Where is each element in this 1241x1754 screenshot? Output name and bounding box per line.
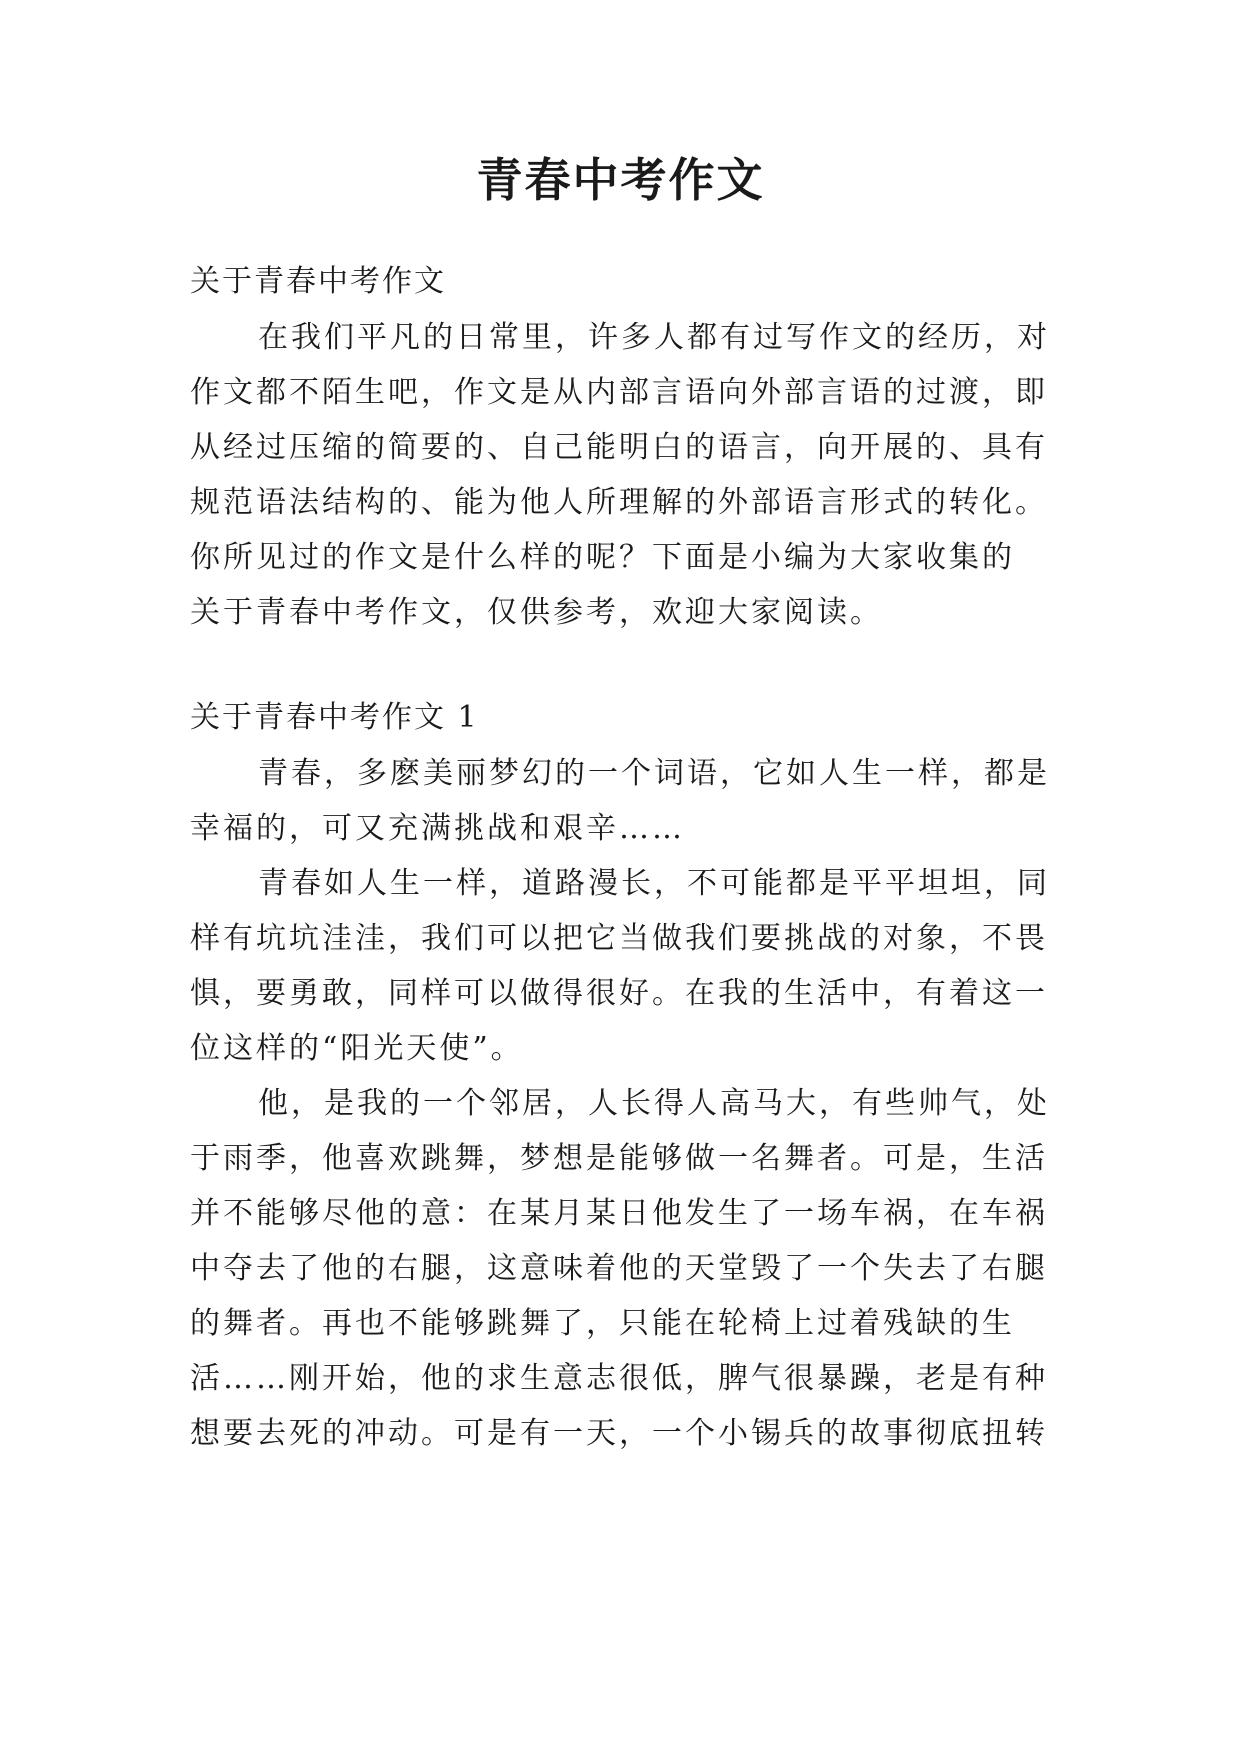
section-heading: 关于青春中考作文 1 <box>190 700 479 735</box>
intro-line: 作文都不陌生吧，作文是从内部言语向外部言语的过渡，即 <box>190 375 1048 410</box>
paragraph-line: 样有坑坑洼洼，我们可以把它当做我们要挑战的对象，不畏 <box>190 921 1048 956</box>
intro-line: 你所见过的作文是什么样的呢？下面是小编为大家收集的 <box>190 540 1015 575</box>
paragraph-line: 想要去死的冲动。可是有一天，一个小锡兵的故事彻底扭转 <box>190 1416 1048 1451</box>
intro-line: 关于青春中考作文，仅供参考，欢迎大家阅读。 <box>190 595 883 630</box>
paragraph-line: 位这样的“阳光天使”。 <box>190 1031 524 1066</box>
paragraph-line: 幸福的，可又充满挑战和艰辛…… <box>190 811 685 846</box>
paragraph-line: 惧，要勇敢，同样可以做得很好。在我的生活中，有着这一 <box>190 976 1048 1011</box>
paragraph-line: 青春，多麽美丽梦幻的一个词语，它如人生一样，都是 <box>258 756 1050 791</box>
paragraph-line: 青春如人生一样，道路漫长，不可能都是平平坦坦，同 <box>258 866 1050 901</box>
intro-line: 从经过压缩的简要的、自己能明白的语言，向开展的、具有 <box>190 430 1048 465</box>
intro-line: 在我们平凡的日常里，许多人都有过写作文的经历，对 <box>258 320 1050 355</box>
paragraph-line: 他，是我的一个邻居，人长得人高马大，有些帅气，处 <box>258 1086 1050 1121</box>
paragraph-line: 活……刚开始，他的求生意志很低，脾气很暴躁，老是有种 <box>190 1361 1048 1396</box>
document-title: 青春中考作文 <box>476 153 765 207</box>
paragraph-line: 的舞者。再也不能够跳舞了，只能在轮椅上过着残缺的生 <box>190 1306 1015 1341</box>
intro-heading: 关于青春中考作文 <box>190 264 446 299</box>
paragraph-line: 并不能够尽他的意：在某月某日他发生了一场车祸，在车祸 <box>190 1196 1048 1231</box>
paragraph-line: 中夺去了他的右腿，这意味着他的天堂毁了一个失去了右腿 <box>190 1251 1048 1286</box>
paragraph-line: 于雨季，他喜欢跳舞，梦想是能够做一名舞者。可是，生活 <box>190 1141 1048 1176</box>
intro-line: 规范语法结构的、能为他人所理解的外部语言形式的转化。 <box>190 485 1048 520</box>
